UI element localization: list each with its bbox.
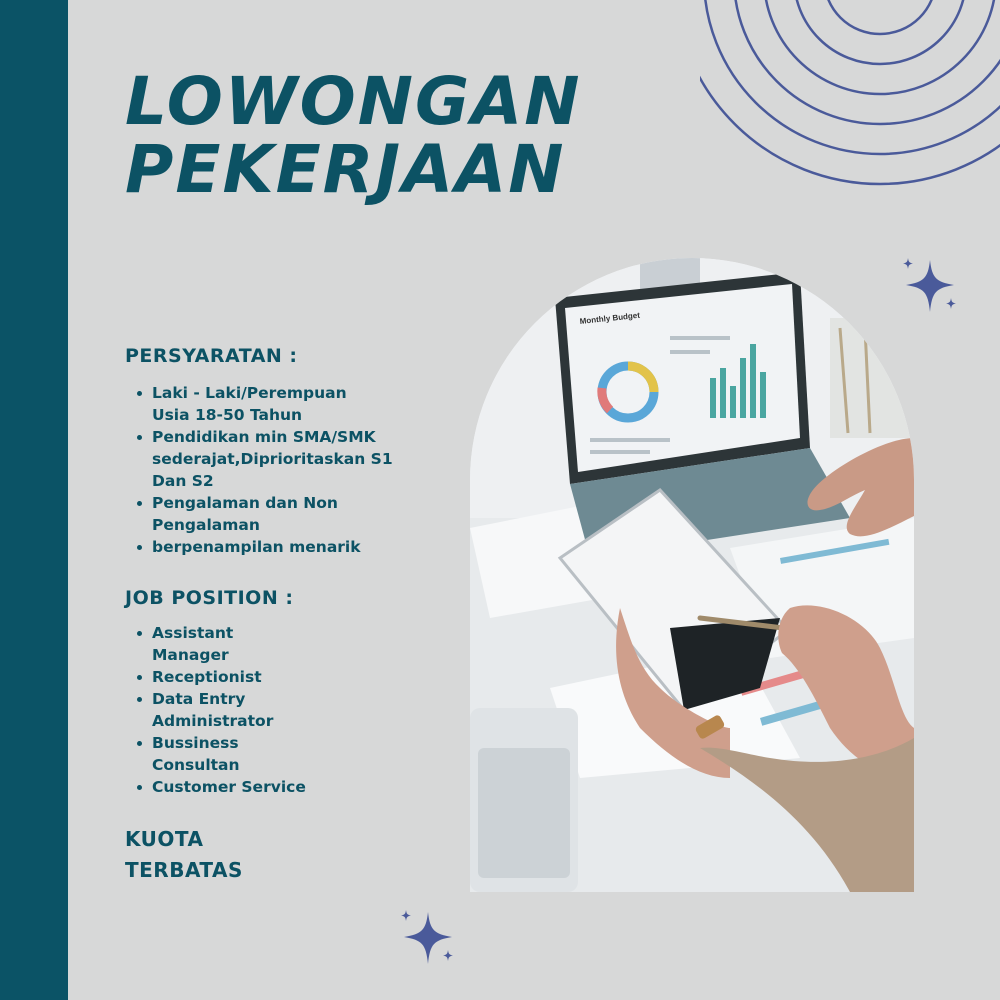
office-illustration — [470, 258, 914, 892]
list-item-text: Assistant — [152, 624, 234, 642]
list-item-text: berpenampilan menarik — [152, 538, 361, 556]
job-position-list — [137, 622, 337, 798]
list-item-text: Pengalaman — [152, 516, 260, 534]
list-item-text: Pengalaman dan Non — [152, 494, 338, 512]
list-item-text: Bussiness — [152, 734, 239, 752]
quota-label — [125, 824, 243, 886]
list-item — [137, 426, 407, 492]
list-item-text: sederajat,Diprioritaskan S1 — [152, 450, 393, 468]
concentric-rings-decoration — [700, 0, 1000, 210]
list-item-text: Data Entry — [152, 690, 246, 708]
list-item-text: Administrator — [152, 712, 274, 730]
sparkle-icon — [396, 906, 462, 972]
quota-line-2: TERBATAS — [125, 858, 243, 882]
list-item-text: Usia 18-50 Tahun — [152, 406, 303, 424]
requirements-heading: PERSYARATAN : — [125, 345, 298, 367]
quota-line-1: KUOTA — [125, 827, 204, 851]
sparkle-icon — [896, 254, 962, 320]
requirements-list — [137, 382, 407, 558]
laptop-screen-title: Monthly Budget — [579, 310, 641, 326]
list-item — [137, 666, 337, 688]
title-line-2: PEKERJAAN — [125, 131, 566, 208]
list-item-text: Dan S2 — [152, 472, 214, 490]
list-item — [137, 776, 337, 798]
list-item — [137, 382, 407, 426]
job-position-heading: JOB POSITION : — [125, 587, 294, 609]
list-item-text: Consultan — [152, 756, 240, 774]
office-photo — [470, 258, 914, 892]
side-accent-bar — [0, 0, 68, 1000]
list-item-text: Pendidikan min SMA/SMK — [152, 428, 376, 446]
page-title — [125, 63, 582, 208]
list-item-text: Laki - Laki/Perempuan — [152, 384, 347, 402]
list-item — [137, 492, 407, 536]
list-item — [137, 688, 337, 732]
list-item-text: Manager — [152, 646, 229, 664]
title-line-1: LOWONGAN — [125, 63, 582, 140]
list-item — [137, 732, 337, 776]
list-item-text: Customer Service — [152, 778, 306, 796]
list-item-text: Receptionist — [152, 668, 262, 686]
list-item — [137, 622, 337, 666]
list-item — [137, 536, 407, 558]
